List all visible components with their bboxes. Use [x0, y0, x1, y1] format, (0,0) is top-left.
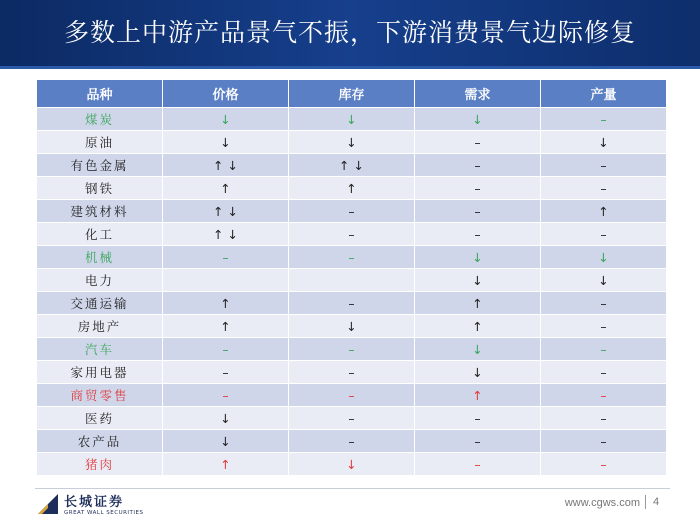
slide-title: 多数上中游产品景气不振，下游消费景气边际修复 [63, 18, 636, 47]
price-trend-cell: ↓ [163, 131, 289, 154]
variety-name-cell: 化工 [37, 223, 163, 246]
demand-trend-cell: ↑ [415, 384, 541, 407]
price-trend-cell: – [163, 384, 289, 407]
demand-trend-cell: ↓ [415, 338, 541, 361]
inventory-trend-cell: ↓ [289, 453, 415, 476]
inventory-trend-cell: ↓ [289, 131, 415, 154]
table-row [37, 430, 667, 453]
demand-trend-cell: – [415, 430, 541, 453]
variety-name-cell: 钢铁 [37, 177, 163, 200]
inventory-trend-cell: – [289, 223, 415, 246]
demand-trend-cell: ↓ [415, 246, 541, 269]
demand-trend-cell: – [415, 453, 541, 476]
output-trend-cell: – [541, 430, 667, 453]
price-trend-cell: ↑ [163, 292, 289, 315]
price-trend-cell: ↑ [163, 315, 289, 338]
brand-name-cn: 长城证券 [64, 495, 125, 510]
price-trend-cell: ↑ [163, 177, 289, 200]
table-row [37, 361, 667, 384]
price-trend-cell: ↑ ↓ [163, 200, 289, 223]
table-row [37, 292, 667, 315]
table-row [37, 407, 667, 430]
demand-trend-cell: ↓ [415, 108, 541, 131]
output-trend-cell: – [541, 407, 667, 430]
output-trend-cell: – [541, 108, 667, 131]
inventory-trend-cell: – [289, 200, 415, 223]
table-row [37, 269, 667, 292]
inventory-trend-cell: ↓ [289, 108, 415, 131]
inventory-trend-cell: ↑ [289, 177, 415, 200]
demand-trend-cell: – [415, 200, 541, 223]
inventory-trend-cell: – [289, 407, 415, 430]
brand-name-en: GREAT WALL SECURITIES [64, 510, 144, 516]
demand-trend-cell: ↓ [415, 269, 541, 292]
company-logo-icon [36, 492, 60, 516]
demand-trend-cell: ↑ [415, 315, 541, 338]
header-variety: 品种 [37, 80, 163, 108]
output-trend-cell: – [541, 361, 667, 384]
output-trend-cell: – [541, 453, 667, 476]
output-trend-cell: ↓ [541, 269, 667, 292]
output-trend-cell: ↑ [541, 200, 667, 223]
price-trend-cell: ↓ [163, 430, 289, 453]
demand-trend-cell: – [415, 223, 541, 246]
demand-trend-cell: – [415, 177, 541, 200]
variety-name-cell: 医药 [37, 407, 163, 430]
demand-trend-cell: – [415, 154, 541, 177]
inventory-trend-cell: – [289, 338, 415, 361]
table-body [37, 108, 667, 476]
inventory-trend-cell: – [289, 246, 415, 269]
output-trend-cell: ↓ [541, 131, 667, 154]
header-price: 价格 [163, 80, 289, 108]
header-demand: 需求 [415, 80, 541, 108]
table-row [37, 108, 667, 131]
table-row [37, 246, 667, 269]
output-trend-cell: – [541, 315, 667, 338]
output-trend-cell: ↓ [541, 246, 667, 269]
output-trend-cell: – [541, 154, 667, 177]
variety-name-cell: 房地产 [37, 315, 163, 338]
variety-name-cell: 原油 [37, 131, 163, 154]
price-trend-cell: ↑ ↓ [163, 223, 289, 246]
output-trend-cell: – [541, 223, 667, 246]
table-row [37, 177, 667, 200]
price-trend-cell: ↓ [163, 108, 289, 131]
price-trend-cell: – [163, 361, 289, 384]
footer-divider [35, 488, 670, 489]
price-trend-cell: ↑ ↓ [163, 154, 289, 177]
variety-name-cell: 建筑材料 [37, 200, 163, 223]
title-underline [0, 66, 700, 69]
variety-name-cell: 汽车 [37, 338, 163, 361]
demand-trend-cell: ↑ [415, 292, 541, 315]
price-trend-cell [163, 269, 289, 292]
table-row [37, 223, 667, 246]
demand-trend-cell: ↓ [415, 361, 541, 384]
price-trend-cell: – [163, 338, 289, 361]
inventory-trend-cell: ↓ [289, 315, 415, 338]
inventory-trend-cell: – [289, 384, 415, 407]
variety-name-cell: 电力 [37, 269, 163, 292]
price-trend-cell: ↓ [163, 407, 289, 430]
header-output: 产量 [541, 80, 667, 108]
table-row [37, 154, 667, 177]
inventory-trend-cell: ↑ ↓ [289, 154, 415, 177]
inventory-trend-cell: – [289, 361, 415, 384]
variety-name-cell: 农产品 [37, 430, 163, 453]
table-row [37, 200, 667, 223]
table-row [37, 453, 667, 476]
table-row [37, 131, 667, 154]
table-header-row [37, 80, 667, 108]
price-trend-cell: – [163, 246, 289, 269]
demand-trend-cell: – [415, 131, 541, 154]
variety-name-cell: 有色金属 [37, 154, 163, 177]
page-separator [645, 495, 646, 509]
page-number: 4 [653, 496, 660, 508]
industry-outlook-table [36, 79, 667, 476]
header-inventory: 库存 [289, 80, 415, 108]
table-row [37, 384, 667, 407]
variety-name-cell: 交通运输 [37, 292, 163, 315]
table-row [37, 338, 667, 361]
output-trend-cell: – [541, 338, 667, 361]
output-trend-cell: – [541, 384, 667, 407]
website-url: www.cgws.com [564, 497, 640, 509]
inventory-trend-cell [289, 269, 415, 292]
variety-name-cell: 煤炭 [37, 108, 163, 131]
output-trend-cell: – [541, 292, 667, 315]
table-row [37, 315, 667, 338]
inventory-trend-cell: – [289, 430, 415, 453]
output-trend-cell: – [541, 177, 667, 200]
inventory-trend-cell: – [289, 292, 415, 315]
variety-name-cell: 猪肉 [37, 453, 163, 476]
price-trend-cell: ↑ [163, 453, 289, 476]
variety-name-cell: 机械 [37, 246, 163, 269]
variety-name-cell: 家用电器 [37, 361, 163, 384]
demand-trend-cell: – [415, 407, 541, 430]
variety-name-cell: 商贸零售 [37, 384, 163, 407]
